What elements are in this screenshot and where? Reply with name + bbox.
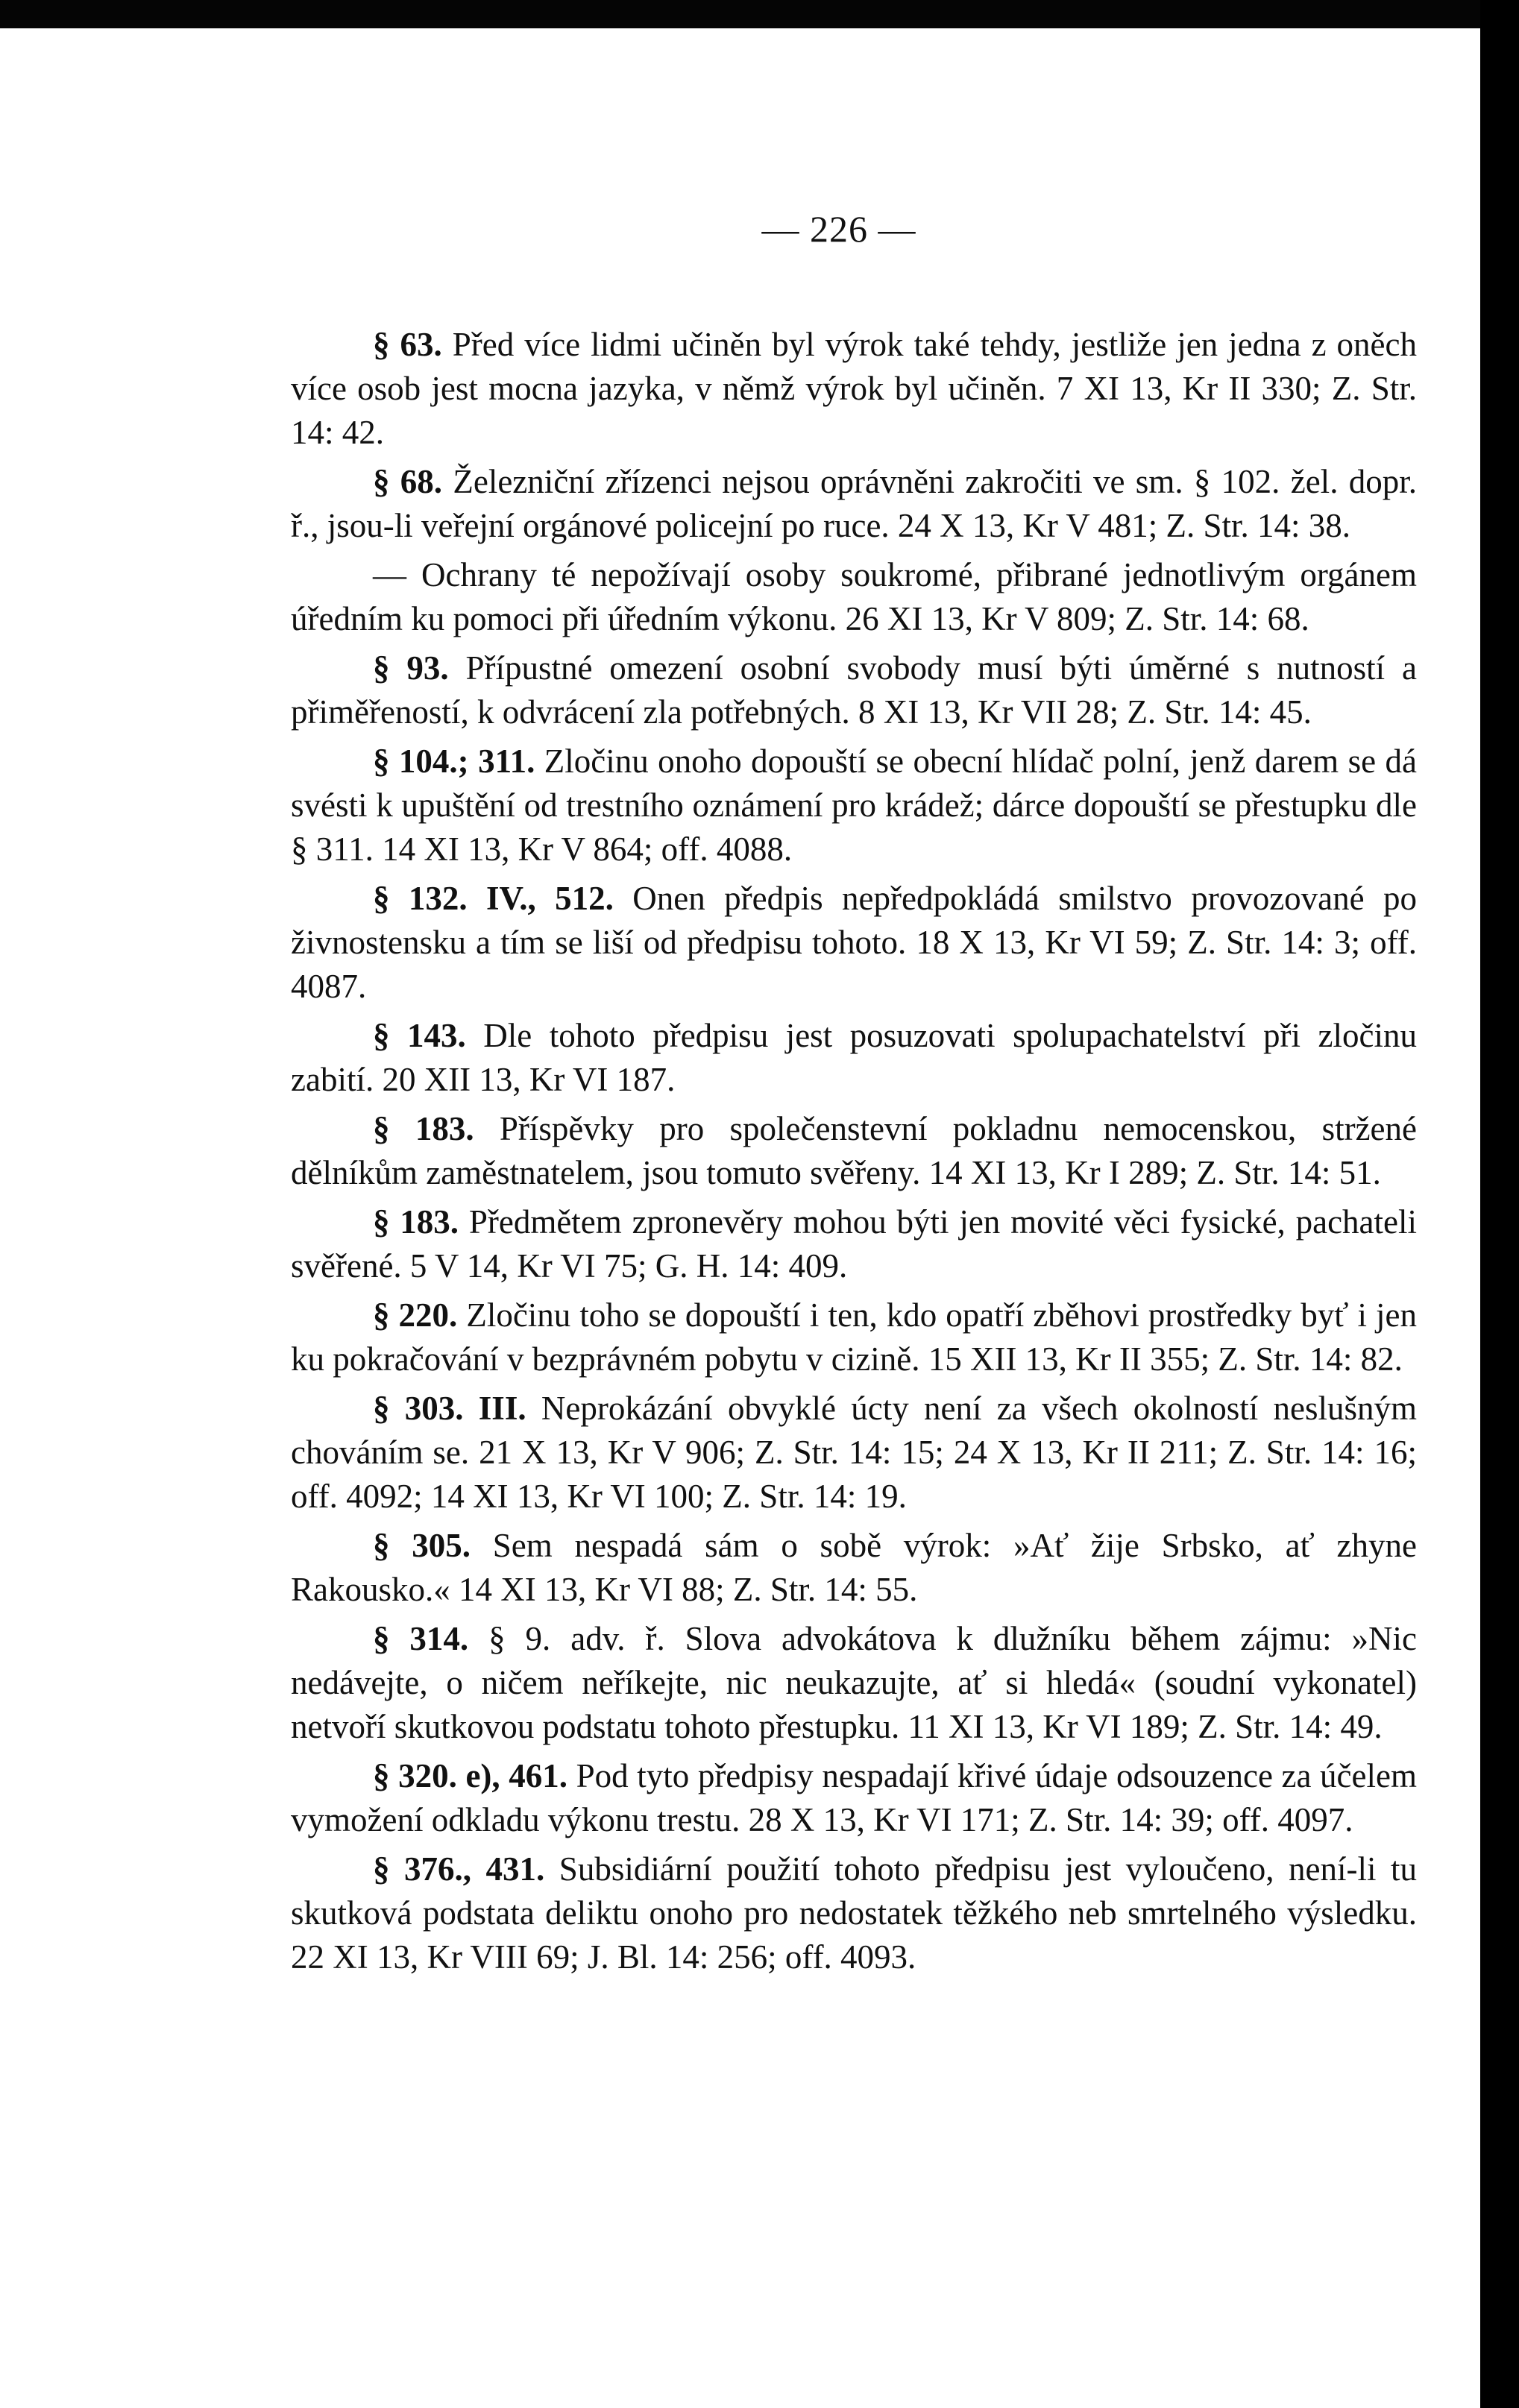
paragraph-text: Pod tyto předpisy nespadají křivé údaje odsouzence za účelem vymožení odkladu výkonu trestu. 28 X 13, Kr VI 171; Z. Str. 14: 39; off. 4097.: [291, 1757, 1417, 1838]
scan-border-right: [1480, 0, 1519, 2408]
paragraph-text: Dle tohoto předpisu jest posuzovati spolupachatelství při zločinu zabití. 20 XII 13, Kr VI 187.: [291, 1017, 1417, 1098]
paragraph-s320: [291, 1754, 1417, 1842]
paragraph-s305: [291, 1524, 1417, 1612]
book-page: [0, 28, 1480, 2408]
section-ref: § 143.: [373, 1017, 466, 1054]
section-ref: § 320. e), 461.: [373, 1757, 567, 1794]
section-ref: § 132. IV., 512.: [373, 880, 614, 917]
paragraph-s143: [291, 1014, 1417, 1102]
paragraph-text: Před více lidmi učiněn byl výrok také tehdy, jestliže jen jedna z oněch více osob jest mocna jazyka, v němž výrok byl učiněn. 7 XI 13, Kr II 330; Z. Str. 14: 42.: [291, 326, 1418, 451]
paragraph-text: Příspěvky pro společenstevní pokladnu nemocenskou, stržené dělníkům zaměstnatelem, jsou tomuto svěřeny. 14 XI 13, Kr I 289; Z. Str. 14: 51.: [291, 1110, 1417, 1191]
paragraph-s68-continued: [291, 553, 1417, 641]
paragraph-text: Zločinu onoho dopouští se obecní hlídač polní, jenž darem se dá svésti k upuštění od trestního oznámení pro krádež; dárce dopouští se přestupku dle § 311. 14 XI 13, Kr V 864; off. 4088.: [291, 743, 1417, 868]
paragraph-s132: [291, 877, 1417, 1009]
section-ref: § 104.; 311.: [373, 743, 535, 780]
paragraph-s104: [291, 740, 1417, 872]
section-ref: § 68.: [373, 463, 443, 500]
section-ref: § 314.: [373, 1620, 469, 1657]
page-body: [291, 323, 1417, 1985]
paragraph-text: § 9. adv. ř. Slova advokátova k dlužníku během zájmu: »Nic nedávejte, o ničem neříkejte, nic neukazujte, ať si hledá« (soudní vykonatel) netvoří skutkovou podstatu tohoto přestupku. 11 XI 13, Kr VI 189; Z. Str. 14: 49.: [291, 1620, 1417, 1745]
paragraph-text: Zločinu toho se dopouští i ten, kdo opatří zběhovi prostředky byť i jen ku pokračování v bezprávném pobytu v cizině. 15 XII 13, Kr II 355; Z. Str. 14: 82.: [291, 1296, 1418, 1378]
paragraph-s63: [291, 323, 1417, 455]
section-ref: § 183.: [373, 1110, 474, 1147]
paragraph-text: — Ochrany té nepožívají osoby soukromé, přibrané jednotlivým orgánem úředním ku pomoci při úředním výkonu. 26 XI 13, Kr V 809; Z. Str. 14: 68.: [291, 556, 1417, 637]
paragraph-text: Neprokázání obvyklé úcty není za všech okolností neslušným chováním se. 21 X 13, Kr V 906; Z. Str. 14: 15; 24 X 13, Kr II 211; Z. Str. 14: 16; off. 4092; 14 XI 13, Kr VI 100; Z. Str. 14: 19.: [291, 1390, 1418, 1515]
paragraph-text: Předmětem zpronevěry mohou býti jen movité věci fysické, pachateli svěřené. 5 V 14, Kr VI 75; G. H. 14: 409.: [291, 1203, 1417, 1285]
section-ref: § 63.: [373, 326, 442, 363]
paragraph-text: Železniční zřízenci nejsou oprávněni zakročiti ve sm. § 102. žel. dopr. ř., jsou-li veřejní orgánové policejní po ruce. 24 X 13, Kr V 481; Z. Str. 14: 38.: [291, 463, 1418, 544]
paragraph-text: Onen předpis nepředpokládá smilstvo provozované po živnostensku a tím se liší od předpisu tohoto. 18 X 13, Kr VI 59; Z. Str. 14: 3; off. 4087.: [291, 880, 1417, 1005]
paragraph-s93: [291, 646, 1417, 734]
section-ref: § 183.: [373, 1203, 459, 1241]
section-ref: § 305.: [373, 1527, 471, 1564]
paragraph-s183b: [291, 1200, 1417, 1288]
section-ref: § 376., 431.: [373, 1850, 545, 1888]
paragraph-s303: [291, 1387, 1417, 1519]
paragraph-text: Sem nespadá sám o sobě výrok: »Ať žije Srbsko, ať zhyne Rakousko.« 14 XI 13, Kr VI 88; Z. Str. 14: 55.: [291, 1527, 1417, 1608]
page-number: — 226 —: [761, 208, 916, 250]
paragraph-s220: [291, 1293, 1417, 1381]
scan-border-top: [0, 0, 1519, 30]
paragraph-s68: [291, 460, 1417, 548]
paragraph-text: Subsidiární použití tohoto předpisu jest vyloučeno, není-li tu skutková podstata deliktu onoho pro nedostatek těžkého neb smrtelného výsledku. 22 XI 13, Kr VIII 69; J. Bl. 14: 256; off. 4093.: [291, 1850, 1418, 1976]
section-ref: § 303. III.: [373, 1390, 526, 1427]
section-ref: § 220.: [373, 1296, 458, 1334]
paragraph-text: Přípustné omezení osobní svobody musí býti úměrné s nutností a přiměřeností, k odvrácení zla potřebných. 8 XI 13, Kr VII 28; Z. Str. 14: 45.: [291, 649, 1418, 731]
paragraph-s183a: [291, 1107, 1417, 1195]
paragraph-s314: [291, 1617, 1417, 1749]
section-ref: § 93.: [373, 649, 449, 687]
paragraph-s376: [291, 1847, 1417, 1979]
